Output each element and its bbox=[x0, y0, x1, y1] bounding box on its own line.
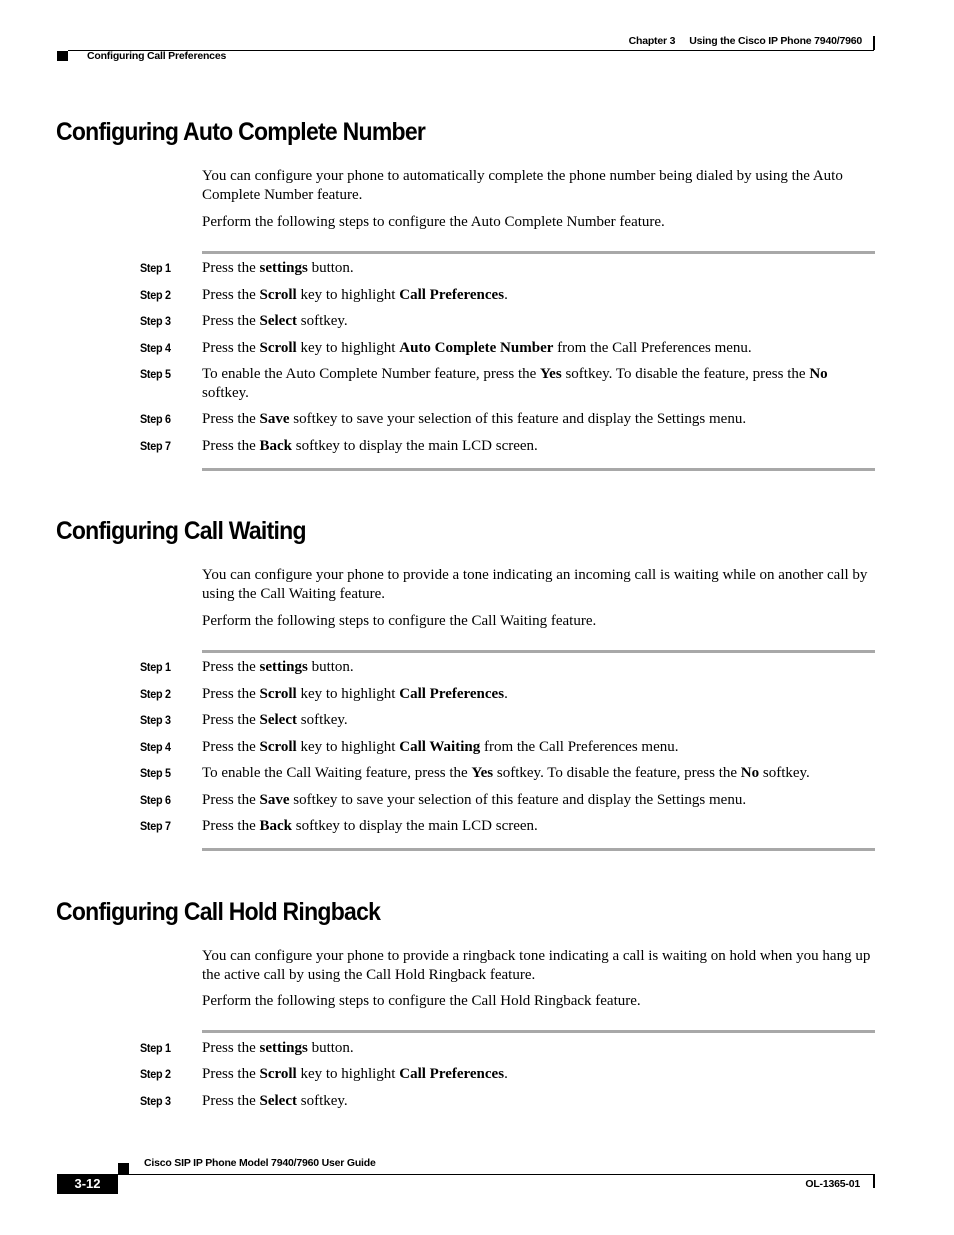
footer-marker-block bbox=[118, 1163, 129, 1174]
header-divider-tick bbox=[873, 36, 875, 50]
page-number: 3-12 bbox=[57, 1174, 118, 1194]
step-text-run: Press the bbox=[202, 287, 260, 303]
ui-term: settings bbox=[259, 1040, 308, 1056]
step-label: Step 3 bbox=[140, 1094, 171, 1108]
step-text-run: Press the bbox=[202, 739, 260, 755]
step-text bbox=[202, 711, 878, 730]
ui-term: Scroll bbox=[259, 1066, 297, 1082]
ui-term: Scroll bbox=[259, 340, 297, 356]
ui-term: No bbox=[809, 366, 828, 382]
step-label: Step 7 bbox=[140, 439, 171, 453]
step-text bbox=[202, 791, 878, 810]
step-text-run: Press the bbox=[202, 1066, 260, 1082]
section-intro: You can configure your phone to provide a tone indicating an incoming call is waiting while on another call by using the Call Waiting feature. bbox=[202, 567, 868, 602]
step-text bbox=[202, 286, 878, 305]
steps-bottom-rule bbox=[202, 848, 875, 851]
step-label: Step 3 bbox=[140, 314, 171, 328]
ui-term: Select bbox=[259, 712, 297, 728]
ui-term: settings bbox=[259, 659, 308, 675]
step-text bbox=[202, 1065, 878, 1084]
step-text-run: softkey to save your selection of this feature and display the Settings menu. bbox=[289, 411, 747, 427]
step-label: Step 1 bbox=[140, 660, 171, 674]
step-text-run: Press the bbox=[202, 1040, 260, 1056]
step-text-run: Press the bbox=[202, 438, 260, 454]
step-text-run: softkey. bbox=[296, 313, 348, 329]
step-text bbox=[202, 817, 878, 836]
step-text-run: Press the bbox=[202, 818, 260, 834]
section-title: Configuring Call Hold Ringback bbox=[56, 898, 381, 926]
footer-guide-title: Cisco SIP IP Phone Model 7940/7960 User Guide bbox=[144, 1157, 376, 1169]
step-text-run: Press the bbox=[202, 712, 260, 728]
ui-term: Back bbox=[259, 818, 293, 834]
step-text-run: Press the bbox=[202, 411, 260, 427]
section-perform: Perform the following steps to configure the Auto Complete Number feature. bbox=[202, 214, 665, 230]
step-text-run: Press the bbox=[202, 260, 260, 276]
step-text-run: key to highlight bbox=[296, 287, 400, 303]
ui-term: Back bbox=[259, 438, 293, 454]
ui-term: Yes bbox=[540, 366, 562, 382]
step-label: Step 5 bbox=[140, 766, 171, 780]
ui-term: Save bbox=[259, 411, 290, 427]
step-label: Step 4 bbox=[140, 341, 171, 355]
step-label: Step 2 bbox=[140, 687, 171, 701]
step-text-run: Press the bbox=[202, 686, 260, 702]
step-text bbox=[202, 764, 878, 783]
step-text-run: softkey to display the main LCD screen. bbox=[292, 818, 538, 834]
section-title: Configuring Call Waiting bbox=[56, 517, 306, 545]
step-text-run: softkey. bbox=[296, 1093, 348, 1109]
step-text bbox=[202, 1092, 878, 1111]
steps-top-rule bbox=[202, 251, 875, 254]
step-text bbox=[202, 365, 878, 403]
step-text-run: button. bbox=[307, 1040, 354, 1056]
step-label: Step 6 bbox=[140, 793, 171, 807]
ui-term: Save bbox=[259, 792, 290, 808]
step-text-run: Press the bbox=[202, 792, 260, 808]
step-text bbox=[202, 259, 878, 278]
step-text-run: softkey. To disable the feature, press the bbox=[561, 366, 810, 382]
step-text bbox=[202, 312, 878, 331]
step-text-run: button. bbox=[307, 659, 354, 675]
step-text-run: softkey. bbox=[759, 765, 810, 781]
step-label: Step 1 bbox=[140, 261, 171, 275]
ui-term: No bbox=[740, 765, 760, 781]
ui-term: Scroll bbox=[259, 287, 297, 303]
step-text-run: softkey to display the main LCD screen. bbox=[292, 438, 538, 454]
step-text bbox=[202, 658, 878, 677]
ui-term: Call Preferences bbox=[399, 287, 505, 303]
step-text-run: To enable the Call Waiting feature, press the bbox=[202, 765, 472, 781]
step-text-run: button. bbox=[307, 260, 354, 276]
step-text bbox=[202, 738, 878, 757]
ui-term: Auto Complete Number bbox=[399, 340, 554, 356]
step-text-run: Press the bbox=[202, 313, 260, 329]
step-text-run: . bbox=[504, 686, 508, 702]
step-text-run: softkey. bbox=[202, 385, 249, 401]
step-text-run: key to highlight bbox=[296, 1066, 400, 1082]
step-text-run: Press the bbox=[202, 340, 260, 356]
step-text-run: . bbox=[504, 1066, 508, 1082]
ui-term: Call Preferences bbox=[399, 1066, 505, 1082]
chapter-number: Chapter 3 bbox=[628, 35, 676, 47]
section-perform: Perform the following steps to configure the Call Waiting feature. bbox=[202, 613, 597, 629]
step-label: Step 6 bbox=[140, 412, 171, 426]
section-perform: Perform the following steps to configure the Call Hold Ringback feature. bbox=[202, 993, 641, 1009]
ui-term: settings bbox=[259, 260, 308, 276]
step-text bbox=[202, 339, 878, 358]
step-text-run: from the Call Preferences menu. bbox=[480, 739, 679, 755]
ui-term: Select bbox=[259, 1093, 297, 1109]
step-text-run: key to highlight bbox=[296, 739, 400, 755]
step-text-run: key to highlight bbox=[296, 686, 400, 702]
ui-term: Call Waiting bbox=[399, 739, 481, 755]
section-intro: You can configure your phone to provide a ringback tone indicating a call is waiting on hold when you hang up the active call by using the Call Hold Ringback feature. bbox=[202, 948, 871, 983]
footer-rule bbox=[118, 1174, 874, 1175]
step-label: Step 1 bbox=[140, 1041, 171, 1055]
step-text bbox=[202, 1039, 878, 1058]
steps-top-rule bbox=[202, 1030, 875, 1033]
running-header-section: Configuring Call Preferences bbox=[87, 50, 227, 62]
section-intro: You can configure your phone to automatically complete the phone number being dialed by using the Auto Complete Number feature. bbox=[202, 168, 843, 203]
step-label: Step 3 bbox=[140, 713, 171, 727]
step-label: Step 7 bbox=[140, 819, 171, 833]
step-text bbox=[202, 437, 878, 456]
footer-divider-tick bbox=[873, 1174, 875, 1188]
header-marker-block bbox=[57, 51, 68, 61]
step-text-run: Press the bbox=[202, 1093, 260, 1109]
steps-bottom-rule bbox=[202, 468, 875, 471]
step-text-run: softkey. bbox=[296, 712, 348, 728]
running-header-chapter bbox=[629, 35, 862, 47]
step-text-run: Press the bbox=[202, 659, 260, 675]
step-label: Step 2 bbox=[140, 1067, 171, 1081]
step-text-run: softkey. To disable the feature, press the bbox=[493, 765, 741, 781]
section-title: Configuring Auto Complete Number bbox=[56, 118, 426, 146]
ui-term: Yes bbox=[471, 765, 494, 781]
document-number: OL-1365-01 bbox=[805, 1178, 860, 1190]
step-label: Step 2 bbox=[140, 288, 171, 302]
step-text bbox=[202, 685, 878, 704]
step-text-run: softkey to save your selection of this feature and display the Settings menu. bbox=[289, 792, 747, 808]
ui-term: Scroll bbox=[259, 686, 297, 702]
ui-term: Call Preferences bbox=[399, 686, 505, 702]
steps-top-rule bbox=[202, 650, 875, 653]
step-text bbox=[202, 410, 878, 429]
chapter-title: Using the Cisco IP Phone 7940/7960 bbox=[689, 35, 862, 47]
step-label: Step 4 bbox=[140, 740, 171, 754]
step-text-run: . bbox=[504, 287, 508, 303]
ui-term: Select bbox=[259, 313, 297, 329]
ui-term: Scroll bbox=[259, 739, 297, 755]
step-label: Step 5 bbox=[140, 367, 171, 381]
step-text-run: from the Call Preferences menu. bbox=[553, 340, 752, 356]
step-text-run: key to highlight bbox=[296, 340, 400, 356]
step-text-run: To enable the Auto Complete Number feature, press the bbox=[202, 366, 541, 382]
